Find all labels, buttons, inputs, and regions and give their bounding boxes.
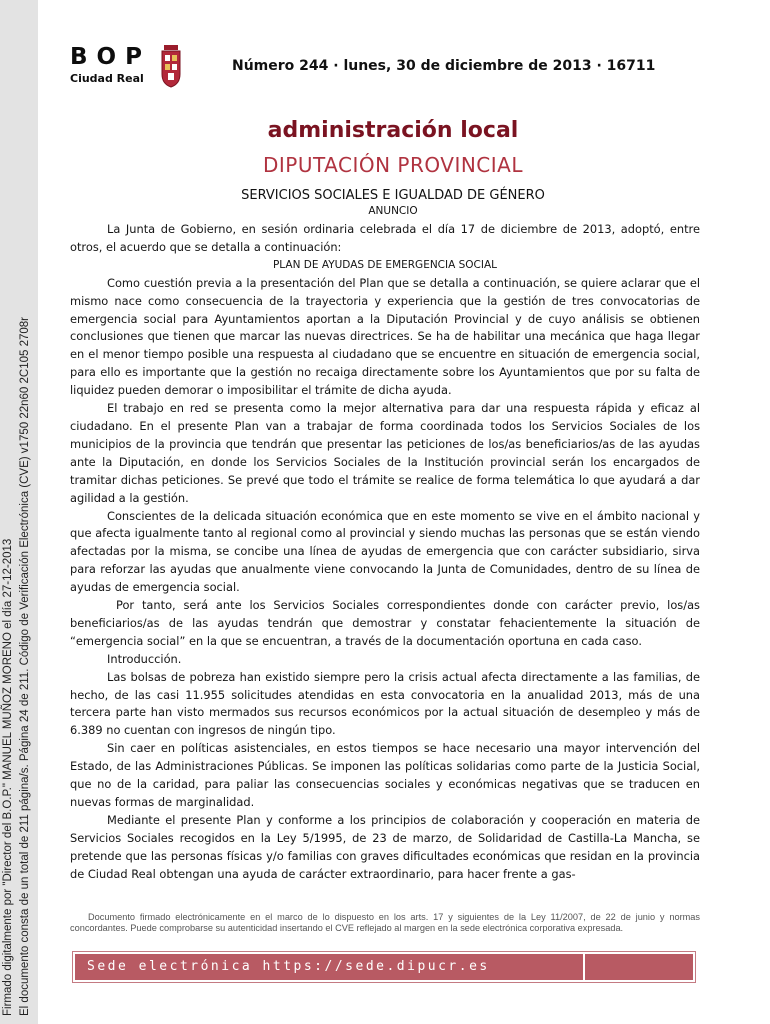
sede-electronica-banner (72, 951, 696, 983)
paragraph: El trabajo en red se presenta como la mejor alternativa para dar una respuesta rápida y eficaz al ciudadano. En el presente Plan van a trabajar de forma coordinada todos los Servicios Sociales de los municipios de la provincia que tendrán que presentar las peticiones de los/as beneficiarios/as de las ayudas ante la Diputación, en donde los Servicios Sociales de la Institución provincial serán los encargados de tramitar dichas peticiones. Se prevé que todo el trámite se realice de forma telemática lo que ayudará a dar agilidad a la gestión. (70, 401, 700, 505)
logo-bop-text: BOP (70, 44, 151, 70)
paragraph: Mediante el presente Plan y conforme a los principios de colaboración y cooperación en materia de Servicios Sociales recogidos en la Ley 5/1995, de 23 de marzo, de Solidaridad de Castilla-La Mancha, se pretende que las personas físicas y/o familias con graves dificultades económicas que residan en la provincia de Ciudad Real obtengan una ayuda de carácter extraordinario, para hacer frente a gas- (70, 812, 700, 881)
logo-city-text: Ciudad Real (70, 72, 144, 85)
paragraph: Las bolsas de pobreza han existido siempre pero la crisis actual afecta directamente a las familias, de hecho, de las casi 11.955 solicitudes atendidas en esta convocatoria en la anualidad 2013, más de una tercera parte han visto mermados sus recursos económicos por la actual situación de desempleo y más de 6.389 no cuentan con ingresos de ningún tipo. (70, 669, 700, 738)
bop-logo (70, 44, 151, 85)
paragraph: Como cuestión previa a la presentación del Plan que se detalla a continuación, se quiere aclarar que el mismo nace como consecuencia de la trayectoria y experiencia que la gestión de tres convocatorias de emergencia social para Ayuntamientos aportan a la Diputación Provincial y de cuyo análisis se obtienen conclusiones que tienen que marcar las nuevas directrices. Se ha de habilitar una mecánica que haga llegar en el menor tiempo posible una respuesta al ciudadano que se encuentre en situación de emergencia social, para ello es importante que la gestión no recaiga directamente sobre los Ayuntamientos que por su falta de liquidez pueden demorar o imposibilitar el trámite de dicha ayuda. (70, 275, 700, 398)
signature-line-2: El documento consta de un total de 211 página/s. Página 24 de 211. Código de Verificación Electrónica (CVE) v1750 22n60 2C105 2708r (19, 317, 31, 1016)
sede-link[interactable]: Sede electrónica https://sede.dipucr.es (87, 959, 490, 974)
document-body (70, 221, 700, 884)
section-subtitle: DIPUTACIÓN PROVINCIAL (263, 153, 523, 177)
paragraph-intro: La Junta de Gobierno, en sesión ordinaria celebrada el día 17 de diciembre de 2013, adoptó, entre otros, el acuerdo que se detalla a continuación: (70, 222, 700, 254)
signature-line-1: Firmado digitalmente por "Director del B.O.P." MANUEL MUÑOZ MORENO el día 27-12-2013 (2, 538, 14, 1016)
subheading-introduccion: Introducción. (107, 651, 182, 666)
issue-header: Número 244 · lunes, 30 de diciembre de 2013 · 16711 (232, 58, 656, 74)
coat-of-arms-icon (160, 44, 182, 88)
sede-bar (75, 954, 693, 980)
sede-divider (583, 954, 585, 980)
notice-label: ANUNCIO (368, 205, 418, 217)
paragraph: Por tanto, será ante los Servicios Sociales correspondientes donde con carácter previo, los/as beneficiarios/as de las ayudas tendrán que demostrar y constatar fehacientemente la situación de “emergencia social” en la que se encuentran, a través de la documentación oportuna en cada caso. (70, 598, 700, 648)
plan-title: PLAN DE AYUDAS DE EMERGENCIA SOCIAL (272, 258, 498, 271)
paragraph: Conscientes de la delicada situación económica que en este momento se vive en el ámbito nacional y que afecta igualmente tanto al regional como al provincial y siendo muchas las personas que se están viendo afectadas por la misma, se concibe una línea de ayudas de emergencia que con carácter subsidiario, sirva para reforzar las ayudas que anualmente viene convocando la Junta de Comunidades, dentro de su línea de ayudas de emergencia social. (70, 508, 700, 595)
legal-footnote: Documento firmado electrónicamente en el marco de lo dispuesto en los arts. 17 y siguientes de la Ley 11/2007, de 22 de junio y normas concordantes. Puede comprobarse su autenticidad insertando el CVE reflejado al margen en la sede electrónica corporativa expresada. (70, 912, 700, 933)
department-heading: SERVICIOS SOCIALES E IGUALDAD DE GÉNERO (241, 188, 545, 203)
section-title: administración local (267, 118, 519, 143)
paragraph: Sin caer en políticas asistenciales, en estos tiempos se hace necesario una mayor intervención del Estado, de las Administraciones Públicas. Se imponen las políticas solidarias como parte de la Justicia Social, que no de la caridad, para paliar las consecuencias sociales y económicas negativas que se traducen en nuevas formas de marginalidad. (70, 741, 700, 809)
